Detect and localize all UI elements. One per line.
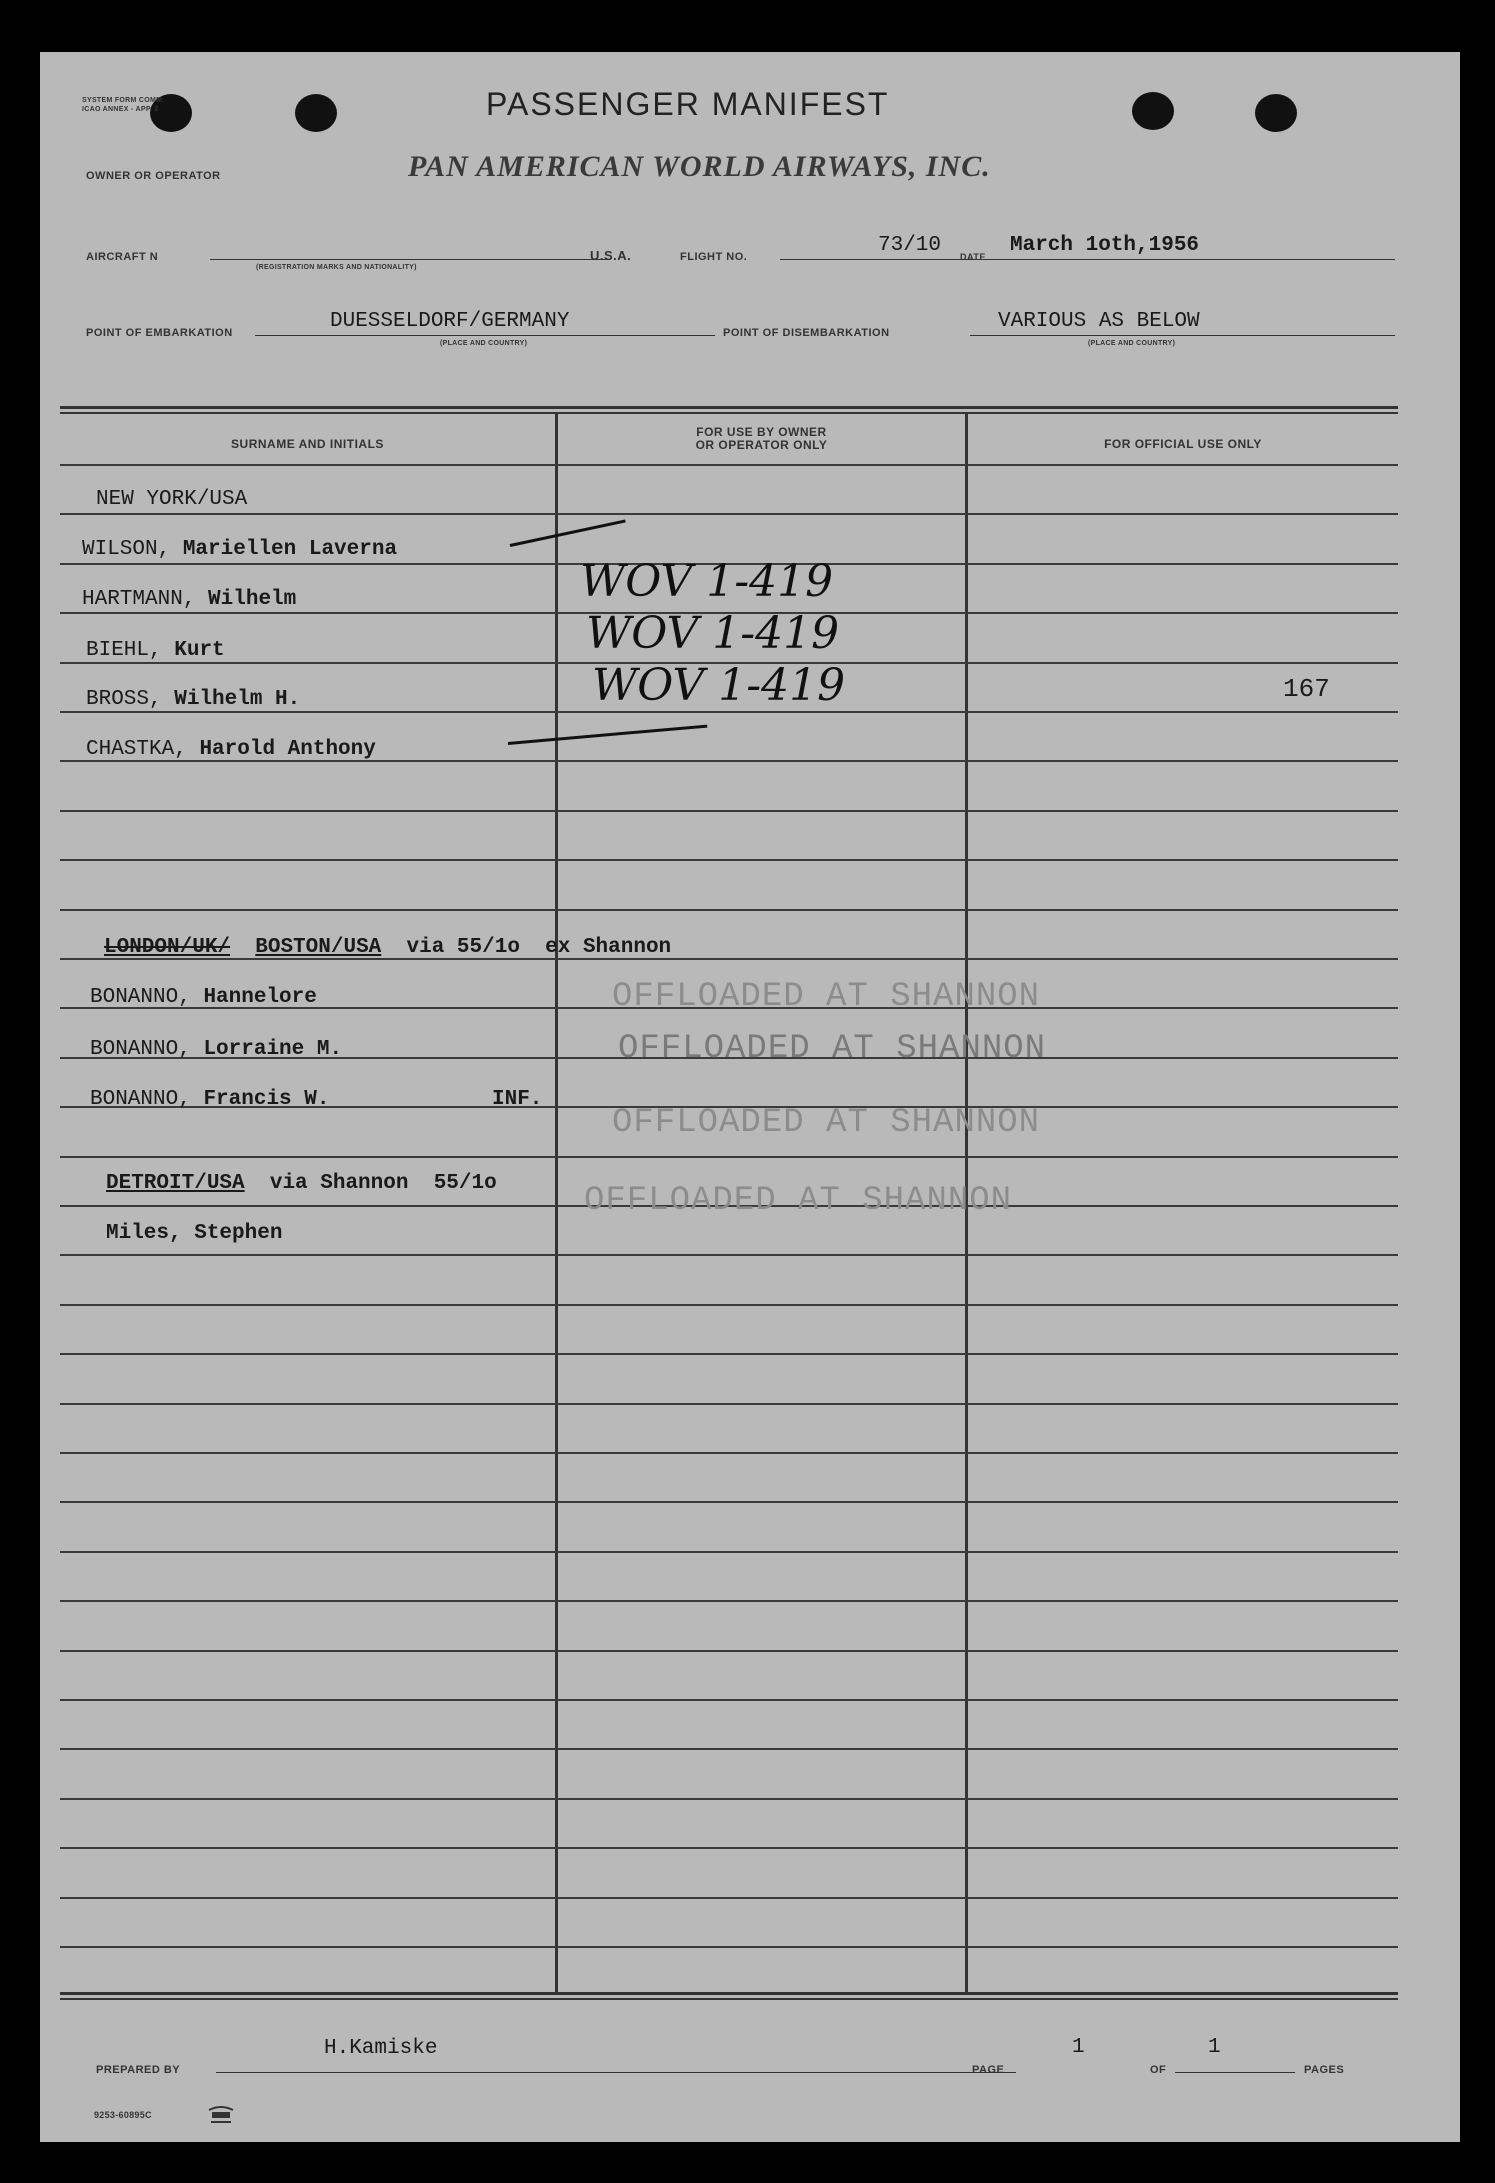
prepared-by-value: H.Kamiske [324, 2037, 438, 2060]
offloaded-stamp: OFFLOADED AT SHANNON [612, 1104, 1041, 1142]
page-title: PASSENGER MANIFEST [486, 86, 890, 122]
ruled-row-line [60, 1798, 1398, 1800]
passenger-row: BONANNO, Francis W. [90, 1088, 330, 1111]
ruled-row-line [60, 859, 1398, 861]
disembarkation-label: POINT OF DISEMBARKATION [723, 327, 890, 339]
punch-hole [1255, 94, 1297, 132]
handwritten-code: WOV 1-419 [586, 608, 840, 659]
aircraft-label: AIRCRAFT N [86, 251, 159, 263]
page-total: 1 [1208, 2036, 1221, 2059]
col-official-header: FOR OFFICIAL USE ONLY [1104, 437, 1262, 451]
offloaded-stamp: OFFLOADED AT SHANNON [618, 1030, 1047, 1068]
disembarkation-value: VARIOUS AS BELOW [998, 310, 1200, 333]
ruled-row-line [60, 810, 1398, 812]
section2-header: LONDON/UK/ BOSTON/USA via 55/1o ex Shannon [104, 936, 672, 959]
punch-hole [1132, 92, 1174, 130]
ruled-row-line [60, 1353, 1398, 1355]
ruled-row-line [60, 1650, 1398, 1652]
passenger-row: BROSS, Wilhelm H. [86, 688, 301, 711]
section3-header: DETROIT/USA via Shannon 55/1o [106, 1172, 497, 1195]
ruled-row-line [60, 1847, 1398, 1849]
ruled-row-line [60, 1254, 1398, 1256]
ruled-row-line [60, 1452, 1398, 1454]
official-number: 167 [1283, 674, 1330, 704]
handwritten-code: WOV 1-419 [592, 660, 846, 711]
handwritten-bracket-stroke [508, 725, 708, 745]
embarkation-value: DUESSELDORF/GERMANY [330, 310, 570, 333]
usa-label: U.S.A. [590, 248, 632, 263]
passenger-row: BIEHL, Kurt [86, 639, 225, 662]
flight-label: FLIGHT NO. [680, 251, 748, 263]
of-label: OF [1150, 2064, 1167, 2076]
date-label: DATE [960, 252, 986, 262]
place-caption: (PLACE AND COUNTRY) [1088, 340, 1176, 347]
flight-number: 73/10 [878, 234, 942, 257]
ruled-row-line [60, 1403, 1398, 1405]
ruled-row-line [60, 1156, 1398, 1158]
place-caption: (PLACE AND COUNTRY) [440, 340, 528, 347]
registration-caption: (REGISTRATION MARKS AND NATIONALITY) [256, 264, 417, 271]
manifest-sheet [40, 52, 1460, 2142]
infant-tag: INF. [492, 1088, 543, 1111]
ruled-row-line [60, 1748, 1398, 1750]
ruled-row-line [60, 909, 1398, 911]
passenger-row: BONANNO, Hannelore [90, 986, 317, 1009]
passenger-row: BONANNO, Lorraine M. [90, 1038, 343, 1061]
offloaded-stamp: OFFLOADED AT SHANNON [612, 978, 1041, 1016]
system-form-ref: SYSTEM FORM COMM. ICAO ANNEX - APP. 2 [82, 97, 165, 113]
ruled-row-line [60, 1501, 1398, 1503]
flight-date: March 1oth,1956 [1010, 234, 1200, 257]
ruled-row-line [60, 464, 1398, 466]
ruled-row-line [60, 513, 1398, 515]
passenger-row: WILSON, Mariellen Laverna [82, 538, 398, 561]
handwritten-code: WOV 1-419 [580, 556, 834, 607]
destination-new-york: NEW YORK/USA [96, 488, 248, 511]
ruled-row-line [60, 711, 1398, 713]
page-label: PAGE [972, 2064, 1005, 2076]
pages-label: PAGES [1304, 2064, 1345, 2076]
passenger-row: Miles, Stephen [106, 1222, 283, 1245]
col-surname-header: SURNAME AND INITIALS [231, 437, 384, 451]
embarkation-label: POINT OF EMBARKATION [86, 327, 233, 339]
col-owner-header: FOR USE BY OWNER OR OPERATOR ONLY [695, 425, 828, 452]
passenger-row: CHASTKA, Harold Anthony [86, 738, 376, 761]
airline-name: PAN AMERICAN WORLD AIRWAYS, INC. [408, 150, 991, 183]
punch-hole [295, 94, 337, 132]
ruled-row-line [60, 1304, 1398, 1306]
prepared-by-label: PREPARED BY [96, 2064, 181, 2076]
page-number: 1 [1072, 2036, 1085, 2059]
ruled-row-line [60, 1897, 1398, 1899]
ruled-row-line [60, 1946, 1398, 1948]
handwritten-bracket-stroke [510, 519, 626, 546]
owner-operator-label: OWNER OR OPERATOR [86, 170, 221, 182]
form-number: 9253-60895C [94, 2110, 152, 2120]
ruled-row-line [60, 1699, 1398, 1701]
ruled-row-line [60, 1600, 1398, 1602]
passenger-row: HARTMANN, Wilhelm [82, 588, 297, 611]
offloaded-stamp: OFFLOADED AT SHANNON [584, 1182, 1013, 1220]
ruled-row-line [60, 1551, 1398, 1553]
printer-mark-icon [206, 2102, 236, 2126]
